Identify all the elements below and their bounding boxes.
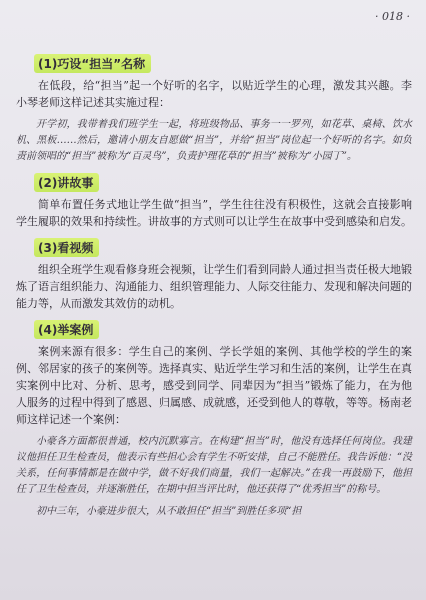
page-content xyxy=(16,52,412,526)
section-1-body: 在低段，给“担当”起一个好听的名字，以贴近学生的心理，激发其兴趣。李小琴老师这样记述其实施过程： xyxy=(16,79,412,109)
section-4-quote: 小豪各方面都很普通，校内沉默寡言。在构建“担当”时，他没有选择任何岗位。我建议他担任卫生检查员，他表示有些担心会有学生不听安排，自己不能胜任。我告诉他：“没关系，任何事情都是在做中学，做不好我们商量，我们一起解决。”在我一再鼓励下，他担任了卫生检查员，并逐渐胜任，在期中担当评比时，他还获得了“优秀担当”的称号。 xyxy=(16,436,412,495)
section-4-body: 案例来源有很多：学生自己的案例、学长学姐的案例、其他学校的学生的案例、邻居家的孩子的案例等。选择真实、贴近学生学习和生活的案例，让学生在真实案例中比对、分析、思考，感受到同学、同辈因为“担当”锻炼了能力，在为他人服务的过程中得到了感恩、归属感、成就感，还受到他人的尊敬，等等。杨南老师这样记述一个案例： xyxy=(16,345,412,426)
section-heading-4: (4)举案例 xyxy=(34,320,99,339)
section-4-quote-tail: 初中三年，小豪进步很大，从不敢担任“担当”到胜任多项“担 xyxy=(36,506,302,517)
section-2-body: 简单布置任务式地让学生做“担当”，学生往往没有积极性，这就会直接影响学生履职的效果和持续性。讲故事的方式则可以让学生在故事中受到感染和启发。 xyxy=(16,198,412,228)
section-heading-2: (2)讲故事 xyxy=(34,173,99,192)
section-heading-1: (1)巧设“担当”名称 xyxy=(34,54,151,73)
section-heading-3: (3)看视频 xyxy=(34,238,99,257)
page-number: · 018 · xyxy=(375,10,410,23)
section-3-body: 组织全班学生观看修身班会视频，让学生们看到同龄人通过担当责任极大地锻炼了语言组织能力、沟通能力、组织管理能力、人际交往能力、发现和解决问题的能力等，从而激发其效仿的动机。 xyxy=(16,263,412,310)
section-1-quote: 开学初，我带着我们班学生一起，将班级物品、事务一一罗列，如花草、桌椅、饮水机、黑板……然后，邀请小朋友自愿做“担当”，并给“担当”岗位起一个好听的名字。如负责前领唱的“担当”被称为“百灵鸟”，负责护理花草的“担当”被称为“小园丁”。 xyxy=(16,119,412,162)
